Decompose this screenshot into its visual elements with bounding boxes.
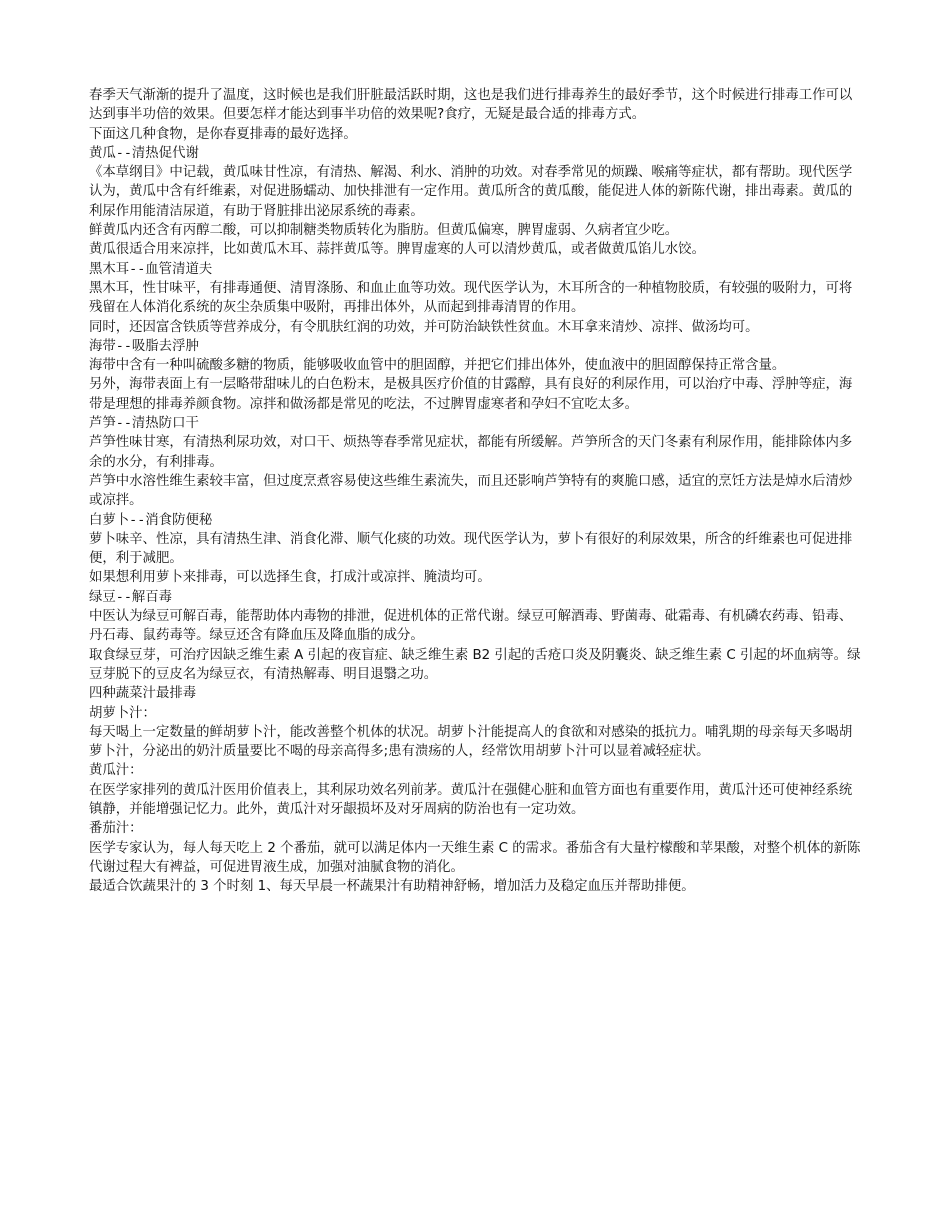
paragraph: 下面这几种食物，是你春夏排毒的最好选择。: [89, 126, 357, 142]
paragraph: 取食绿豆芽，可治疗因缺乏维生素 A 引起的夜盲症、缺乏维生素 B2 引起的舌疮口炎及阴囊炎、缺乏维生素 C 引起的坏血病等。绿豆芽脱下的豆皮名为绿豆衣，有清热解毒、明目退翳之功。: [89, 647, 861, 682]
section-heading: 黑木耳--血管清道夫: [89, 261, 213, 277]
paragraph: 萝卜味辛、性凉，具有清热生津、消食化滞、顺气化痰的功效。现代医学认为，萝卜有很好的利尿效果，所含的纤维素也可促进排便，利于减肥。: [89, 531, 853, 567]
paragraph: 最适合饮蔬果汁的 3 个时刻 1、每天早晨一杯蔬果汁有助精神舒畅，增加活力及稳定血压并帮助排便。: [89, 879, 695, 895]
paragraph: 在医学家排列的黄瓜汁医用价值表上，其利尿功效名列前茅。黄瓜汁在强健心脏和血管方面也有重要作用，黄瓜汁还可使神经系统镇静，并能增强记忆力。此外，黄瓜汁对牙龈损坏及对牙周病的防治也有一定功效。: [89, 782, 853, 817]
paragraph: 鲜黄瓜内还含有丙醇二酸，可以抑制糖类物质转化为脂肪。但黄瓜偏寒，脾胃虚弱、久病者宜少吃。: [89, 223, 679, 239]
paragraph: 海带中含有一种叫硫酸多糖的物质，能够吸收血管中的胆固醇，并把它们排出体外，使血液中的胆固醇保持正常含量。: [89, 358, 786, 374]
section-heading: 芦笋--清热防口干: [89, 416, 199, 432]
paragraph: 如果想利用萝卜来排毒，可以选择生食，打成汁或凉拌、腌渍均可。: [89, 570, 491, 586]
paragraph: 《本草纲目》中记载，黄瓜味甘性凉，有清热、解渴、利水、消肿的功效。对春季常见的烦躁、喉痛等症状，都有帮助。现代医学认为，黄瓜中含有纤维素，对促进肠蠕动、加快排泄有一定作用。黄瓜所含的黄瓜酸，能促进人体的新陈代谢，排出毒素。黄瓜的利尿作用能清洁尿道，有助于肾脏排出泌尿系统的毒素。: [89, 165, 853, 219]
paragraph: 黄瓜很适合用来凉拌，比如黄瓜木耳、蒜拌黄瓜等。脾胃虚寒的人可以清炒黄瓜，或者做黄瓜馅儿水饺。: [89, 242, 705, 258]
document-body: [89, 86, 861, 896]
paragraph: 同时，还因富含铁质等营养成分，有令肌肤红润的功效，并可防治缺铁性贫血。木耳拿来清炒、凉拌、做汤均可。: [89, 319, 759, 335]
section-heading: 绿豆--解百毒: [89, 589, 173, 605]
paragraph: 另外，海带表面上有一层略带甜味儿的白色粉末，是极具医疗价值的甘露醇，具有良好的利尿作用，可以治疗中毒、浮肿等症，海带是理想的排毒养颜食物。凉拌和做汤都是常见的吃法，不过脾胃虚寒者和孕妇不宜吃太多。: [89, 377, 853, 412]
section-heading: 海带--吸脂去浮肿: [89, 338, 199, 354]
paragraph: 中医认为绿豆可解百毒，能帮助体内毒物的排泄，促进机体的正常代谢。绿豆可解酒毒、野菌毒、砒霜毒、有机磷农药毒、铅毒、丹石毒、鼠药毒等。绿豆还含有降血压及降血脂的成分。: [89, 609, 853, 644]
section-heading: 黄瓜--清热促代谢: [89, 145, 199, 161]
section-heading: 胡萝卜汁：: [89, 705, 156, 721]
paragraph: 春季天气渐渐的提升了温度，这时候也是我们肝脏最活跃时期，这也是我们进行排毒养生的最好季节，这个时候进行排毒工作可以达到事半功倍的效果。但要怎样才能达到事半功倍的效果呢?食疗，无疑是最合适的排毒方式。: [89, 88, 853, 123]
paragraph: 每天喝上一定数量的鲜胡萝卜汁，能改善整个机体的状况。胡萝卜汁能提高人的食欲和对感染的抵抗力。哺乳期的母亲每天多喝胡萝卜汁，分泌出的奶汁质量要比不喝的母亲高得多;患有溃疡的人，经常饮用胡萝卜汁可以显着减轻症状。: [89, 724, 853, 760]
section-heading: 四种蔬菜汁最排毒: [89, 686, 197, 702]
section-heading: 白萝卜--消食防便秘: [89, 512, 213, 528]
section-heading: 番茄汁：: [89, 821, 143, 837]
paragraph: 医学专家认为，每人每天吃上 2 个番茄，就可以满足体内一天维生素 C 的需求。番茄含有大量柠檬酸和苹果酸，对整个机体的新陈代谢过程大有裨益，可促进胃液生成，加强对油腻食物的消化。: [89, 840, 861, 875]
paragraph: 芦笋性味甘寒，有清热利尿功效，对口干、烦热等春季常见症状，都能有所缓解。芦笋所含的天门冬素有利尿作用，能排除体内多余的水分，有利排毒。: [89, 435, 853, 470]
paragraph: 黑木耳，性甘味平，有排毒通便、清胃涤肠、和血止血等功效。现代医学认为，木耳所含的一种植物胶质，有较强的吸附力，可将残留在人体消化系统的灰尘杂质集中吸附，再排出体外，从而起到排毒清胃的作用。: [89, 280, 853, 316]
section-heading: 黄瓜汁：: [89, 763, 143, 779]
paragraph: 芦笋中水溶性维生素较丰富，但过度烹煮容易使这些维生素流失，而且还影响芦笋特有的爽脆口感，适宜的烹饪方法是焯水后清炒或凉拌。: [89, 473, 853, 509]
